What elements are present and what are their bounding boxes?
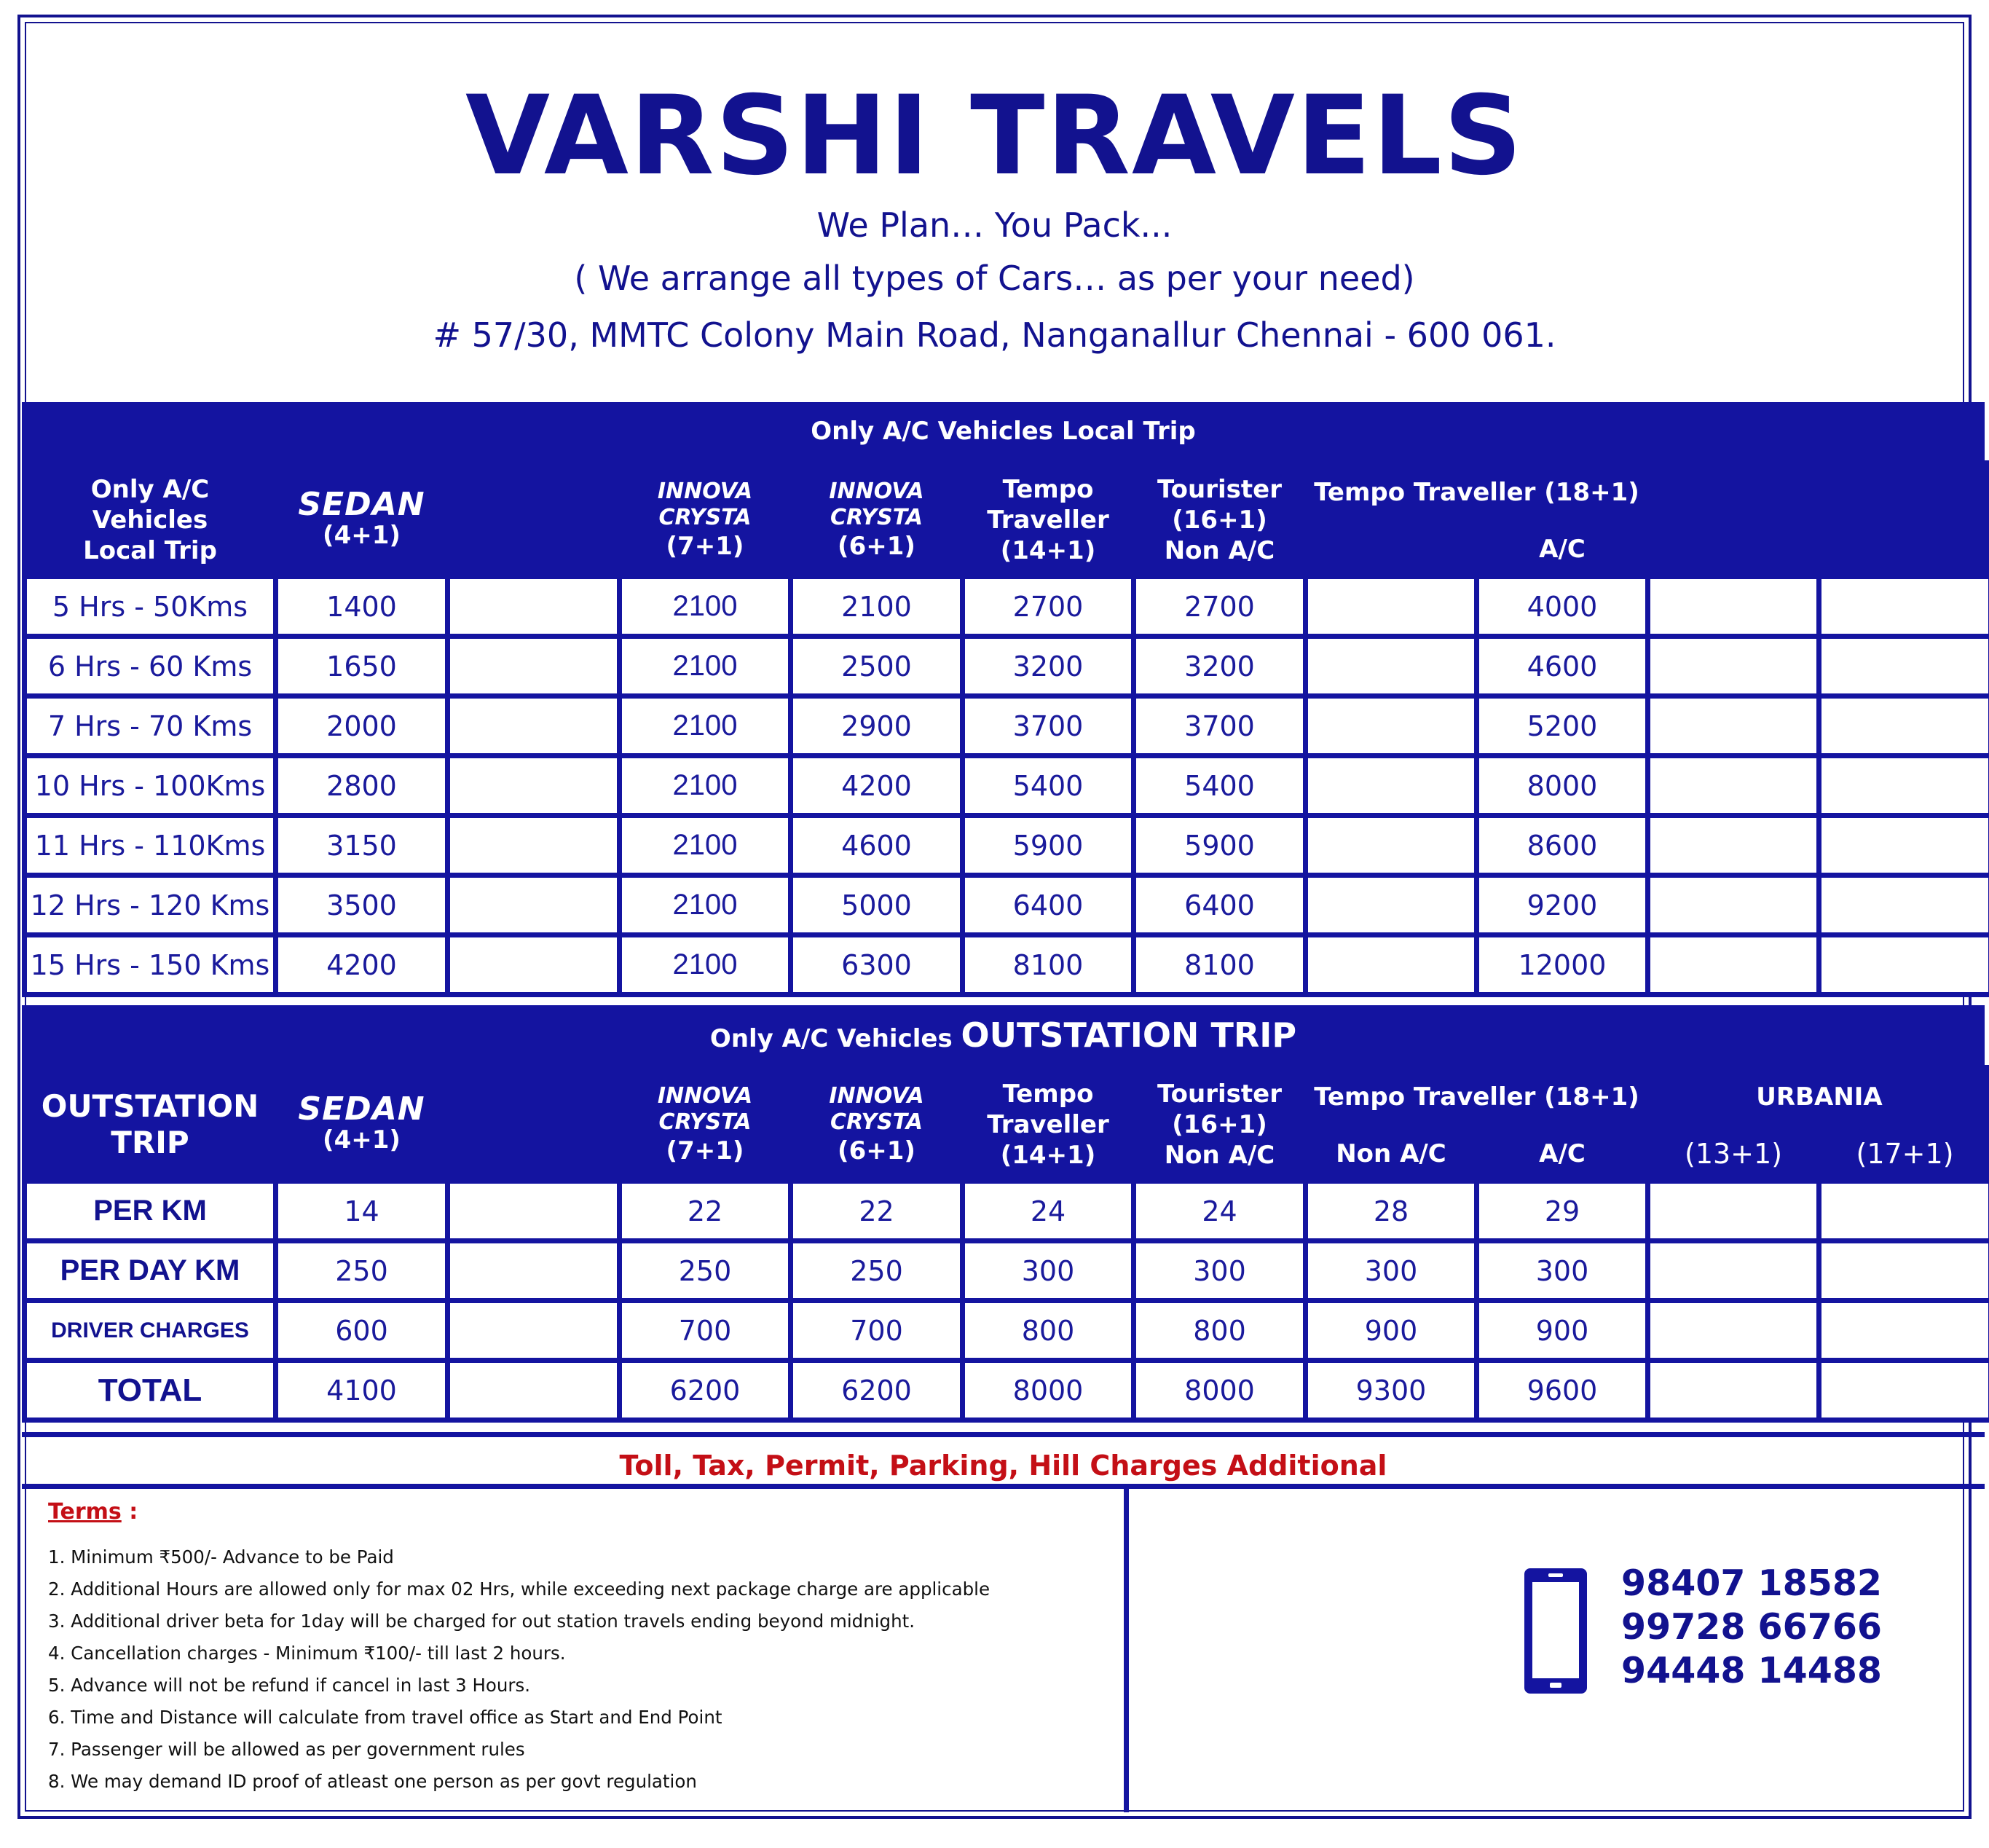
outstation-tourister-rate: 300 — [1134, 1241, 1306, 1301]
local-tt18-ac-price: 9200 — [1477, 876, 1648, 935]
local-header-tt18: Tempo Traveller (18+1) — [1306, 463, 1648, 522]
local-tourister-price: 3200 — [1134, 637, 1306, 696]
terms-title-colon: : — [121, 1499, 138, 1525]
local-innova-7-price: 2100 — [620, 696, 791, 756]
local-tourister-price: 6400 — [1134, 876, 1306, 935]
local-innova-7-price: 2100 — [620, 935, 791, 995]
local-empty-cell — [448, 577, 620, 637]
terms-section — [22, 1489, 1129, 1812]
outstation-tempo-rate: 800 — [963, 1301, 1134, 1361]
outstation-header-urbania: URBANIA — [1648, 1068, 1989, 1126]
local-header-innova-7 — [620, 463, 791, 577]
innova-6-name-1: INNOVA — [829, 1082, 924, 1109]
local-trip-table — [22, 460, 1989, 997]
local-empty-cell — [448, 756, 620, 816]
outstation-innova-7-rate: 6200 — [620, 1361, 791, 1420]
local-tt18-nonac-empty — [1306, 876, 1477, 935]
outstation-tempo-rate: 24 — [963, 1181, 1134, 1241]
outstation-urbania-17-empty — [1819, 1361, 1989, 1420]
outstation-innova-7-rate: 250 — [620, 1241, 791, 1301]
outstation-header-tempo — [963, 1068, 1134, 1181]
sedan-seats: (4+1) — [323, 1125, 401, 1155]
local-tourister-price: 5900 — [1134, 816, 1306, 876]
sedan-seats: (4+1) — [323, 520, 401, 550]
outstation-urbania-13-empty — [1648, 1181, 1819, 1241]
local-row-label: 15 Hrs - 150 Kms — [25, 935, 276, 995]
local-row-label: 11 Hrs - 110Kms — [25, 816, 276, 876]
local-empty-cell — [1648, 935, 1819, 995]
phone-number-1[interactable]: 98407 18582 — [1621, 1562, 1883, 1604]
outstation-tempo-rate: 8000 — [963, 1361, 1134, 1420]
innova-7-name-1: INNOVA — [657, 1082, 753, 1109]
terms-item: 7. Passenger will be allowed as per government rules — [48, 1739, 525, 1760]
local-innova-6-price: 2500 — [791, 637, 963, 696]
outstation-row-label: PER KM — [25, 1181, 276, 1241]
outstation-row — [25, 1301, 1989, 1361]
local-empty-cell — [1819, 637, 1989, 696]
outstation-header-tt18: Tempo Traveller (18+1) — [1306, 1068, 1648, 1126]
mobile-phone-icon — [1522, 1566, 1589, 1696]
local-tempo-price: 6400 — [963, 876, 1134, 935]
tempo-line-3: (14+1) — [1000, 535, 1096, 565]
innova-7-seats: (7+1) — [666, 531, 744, 561]
subline: ( We arrange all types of Cars… as per your need) — [574, 259, 1415, 298]
local-tt18-ac-price: 12000 — [1477, 935, 1648, 995]
outstation-row-label: TOTAL — [25, 1361, 276, 1420]
outstation-tt18-ac-rate: 29 — [1477, 1181, 1648, 1241]
local-tt18-ac-price: 4000 — [1477, 577, 1648, 637]
local-sedan-price: 3500 — [276, 876, 448, 935]
terms-item: 5. Advance will not be refund if cancel in last 3 Hours. — [48, 1675, 531, 1696]
local-innova-7-price: 2100 — [620, 876, 791, 935]
tourister-line-3: Non A/C — [1164, 1140, 1275, 1170]
local-tempo-price: 3700 — [963, 696, 1134, 756]
tourister-line-1: Tourister — [1157, 474, 1282, 504]
local-tourister-price: 2700 — [1134, 577, 1306, 637]
phone-number-3[interactable]: 94448 14488 — [1621, 1650, 1883, 1691]
local-innova-7-price: 2100 — [620, 577, 791, 637]
local-innova-6-price: 5000 — [791, 876, 963, 935]
local-innova-7-price: 2100 — [620, 756, 791, 816]
outstation-tt18-ac-rate: 300 — [1477, 1241, 1648, 1301]
outstation-tt18-nonac-rate: 300 — [1306, 1241, 1477, 1301]
phone-number-2[interactable]: 99728 66766 — [1621, 1606, 1883, 1648]
outstation-trip-table — [22, 1065, 1989, 1423]
terms-item: 2. Additional Hours are allowed only for max 02 Hrs, while exceeding next package charge are applicable — [48, 1578, 990, 1600]
outstation-header-innova-7 — [620, 1068, 791, 1181]
local-empty-cell — [448, 696, 620, 756]
innova-7-name-2: CRYSTA — [658, 1109, 752, 1135]
local-empty-cell — [1648, 696, 1819, 756]
outstation-sedan-rate: 250 — [276, 1241, 448, 1301]
local-row-label: 6 Hrs - 60 Kms — [25, 637, 276, 696]
outstation-empty-cell — [448, 1181, 620, 1241]
outstation-urbania-13-empty — [1648, 1241, 1819, 1301]
terms-item: 1. Minimum ₹500/- Advance to be Paid — [48, 1546, 394, 1568]
local-header-sedan — [276, 463, 448, 577]
local-trip-band: Only A/C Vehicles Local Trip — [22, 402, 1985, 460]
local-row-label: 12 Hrs - 120 Kms — [25, 876, 276, 935]
outstation-innova-6-rate: 700 — [791, 1301, 963, 1361]
local-row — [25, 756, 1989, 816]
local-corner-header — [25, 463, 276, 577]
tempo-line-2: Traveller — [987, 505, 1109, 535]
local-row — [25, 816, 1989, 876]
outstation-tt18-ac-rate: 9600 — [1477, 1361, 1648, 1420]
local-row-label: 10 Hrs - 100Kms — [25, 756, 276, 816]
outstation-innova-6-rate: 250 — [791, 1241, 963, 1301]
local-sedan-price: 2000 — [276, 696, 448, 756]
phone-numbers — [1621, 1562, 1913, 1693]
tempo-line-2: Traveller — [987, 1109, 1109, 1139]
outstation-empty-cell — [448, 1301, 620, 1361]
local-sedan-price: 3150 — [276, 816, 448, 876]
local-tempo-price: 2700 — [963, 577, 1134, 637]
innova-6-seats: (6+1) — [838, 531, 915, 561]
terms-title — [48, 1499, 138, 1525]
outstation-corner-header — [25, 1068, 276, 1181]
local-sedan-price: 4200 — [276, 935, 448, 995]
local-empty-cell — [1648, 816, 1819, 876]
outstation-urbania-13-empty — [1648, 1361, 1819, 1420]
outstation-sedan-rate: 4100 — [276, 1361, 448, 1420]
outstation-tempo-rate: 300 — [963, 1241, 1134, 1301]
terms-item: 4. Cancellation charges - Minimum ₹100/- till last 2 hours. — [48, 1643, 566, 1664]
local-row-label: 7 Hrs - 70 Kms — [25, 696, 276, 756]
local-innova-6-price: 4200 — [791, 756, 963, 816]
local-empty-cell — [448, 876, 620, 935]
local-empty-cell — [448, 637, 620, 696]
innova-7-name-2: CRYSTA — [658, 504, 752, 530]
outstation-tourister-rate: 24 — [1134, 1181, 1306, 1241]
outstation-empty-cell — [448, 1361, 620, 1420]
tempo-line-1: Tempo — [1002, 1079, 1094, 1109]
outstation-header-tt18-ac: A/C — [1477, 1126, 1648, 1181]
local-innova-6-price: 2100 — [791, 577, 963, 637]
local-empty-cell — [448, 816, 620, 876]
address: # 57/30, MMTC Colony Main Road, Nanganallur Chennai - 600 061. — [433, 315, 1556, 355]
outstation-trip-band — [22, 1005, 1985, 1065]
local-row — [25, 876, 1989, 935]
local-sedan-price: 1650 — [276, 637, 448, 696]
outstation-tt18-nonac-rate: 9300 — [1306, 1361, 1477, 1420]
tourister-line-3: Non A/C — [1164, 535, 1275, 565]
outstation-urbania-17-empty — [1819, 1241, 1989, 1301]
sedan-name: SEDAN — [298, 1090, 425, 1128]
outstation-urbania-17-empty — [1819, 1301, 1989, 1361]
local-tt18-nonac-empty — [1306, 756, 1477, 816]
local-innova-7-price: 2100 — [620, 816, 791, 876]
local-tempo-price: 8100 — [963, 935, 1134, 995]
local-row — [25, 696, 1989, 756]
outstation-sedan-rate: 14 — [276, 1181, 448, 1241]
local-empty-cell — [1648, 637, 1819, 696]
outstation-band-title: OUTSTATION TRIP — [961, 1015, 1297, 1055]
local-tempo-price: 3200 — [963, 637, 1134, 696]
outstation-innova-6-rate: 6200 — [791, 1361, 963, 1420]
outstation-header-tt18-nonac: Non A/C — [1306, 1126, 1477, 1181]
outstation-header-sedan — [276, 1068, 448, 1181]
outstation-empty-cell — [448, 1241, 620, 1301]
local-tourister-price: 8100 — [1134, 935, 1306, 995]
terms-list — [48, 1541, 990, 1798]
tourister-line-2: (16+1) — [1172, 1109, 1267, 1139]
outstation-urbania-17-empty — [1819, 1181, 1989, 1241]
outstation-header-innova-6 — [791, 1068, 963, 1181]
additional-charges-note: Toll, Tax, Permit, Parking, Hill Charges Additional — [22, 1432, 1985, 1489]
local-innova-6-price: 4600 — [791, 816, 963, 876]
innova-6-name-2: CRYSTA — [830, 504, 923, 530]
local-innova-7-price: 2100 — [620, 637, 791, 696]
local-header-tt18-ac: A/C — [1477, 522, 1648, 577]
local-empty-cell — [448, 935, 620, 995]
local-tt18-ac-price: 4600 — [1477, 637, 1648, 696]
terms-item: 6. Time and Distance will calculate from travel office as Start and End Point — [48, 1707, 722, 1728]
outstation-row — [25, 1181, 1989, 1241]
terms-title-text: Terms — [48, 1499, 122, 1525]
local-tt18-nonac-empty — [1306, 935, 1477, 995]
terms-item: 3. Additional driver beta for 1day will be charged for out station travels ending beyond midnight. — [48, 1611, 915, 1632]
innova-6-seats: (6+1) — [838, 1136, 915, 1165]
local-empty-cell — [1819, 756, 1989, 816]
local-header-empty-3 — [1648, 522, 1819, 577]
local-tempo-price: 5400 — [963, 756, 1134, 816]
outstation-tt18-nonac-rate: 28 — [1306, 1181, 1477, 1241]
outstation-row-label: DRIVER CHARGES — [25, 1301, 276, 1361]
outstation-row — [25, 1241, 1989, 1301]
local-header-tt18-nonac-empty — [1306, 522, 1477, 577]
local-empty-cell — [1648, 756, 1819, 816]
outstation-tourister-rate: 800 — [1134, 1301, 1306, 1361]
outstation-urbania-13-empty — [1648, 1301, 1819, 1361]
local-empty-cell — [1819, 696, 1989, 756]
local-row — [25, 637, 1989, 696]
local-tt18-nonac-empty — [1306, 577, 1477, 637]
innova-6-name-1: INNOVA — [829, 478, 924, 504]
outstation-corner-line-2: TRIP — [111, 1124, 189, 1160]
outstation-header-urbania-13: (13+1) — [1648, 1126, 1819, 1181]
tempo-line-3: (14+1) — [1000, 1140, 1096, 1170]
innova-6-name-2: CRYSTA — [830, 1109, 923, 1135]
brand-title: VARSHI TRAVELS — [465, 73, 1524, 200]
local-empty-cell — [1819, 816, 1989, 876]
outstation-header-empty-1 — [448, 1068, 620, 1181]
outstation-tourister-rate: 8000 — [1134, 1361, 1306, 1420]
local-tt18-nonac-empty — [1306, 816, 1477, 876]
outstation-header-urbania-17: (17+1) — [1819, 1126, 1989, 1181]
outstation-innova-7-rate: 700 — [620, 1301, 791, 1361]
local-tourister-price: 3700 — [1134, 696, 1306, 756]
local-tt18-ac-price: 8000 — [1477, 756, 1648, 816]
local-tt18-ac-price: 8600 — [1477, 816, 1648, 876]
local-tt18-nonac-empty — [1306, 637, 1477, 696]
local-corner-label: Only A/C Vehicles Local Trip — [83, 474, 217, 565]
local-sedan-price: 2800 — [276, 756, 448, 816]
sedan-name: SEDAN — [298, 485, 425, 523]
outstation-tt18-nonac-rate: 900 — [1306, 1301, 1477, 1361]
local-sedan-price: 1400 — [276, 577, 448, 637]
innova-7-seats: (7+1) — [666, 1136, 744, 1165]
local-row — [25, 935, 1989, 995]
tourister-line-1: Tourister — [1157, 1079, 1282, 1109]
local-innova-6-price: 2900 — [791, 696, 963, 756]
tagline: We Plan… You Pack... — [816, 205, 1173, 245]
tourister-line-2: (16+1) — [1172, 505, 1267, 535]
outstation-innova-7-rate: 22 — [620, 1181, 791, 1241]
outstation-innova-6-rate: 22 — [791, 1181, 963, 1241]
local-header-empty-1 — [448, 463, 620, 577]
local-innova-6-price: 6300 — [791, 935, 963, 995]
local-row — [25, 577, 1989, 637]
local-tt18-ac-price: 5200 — [1477, 696, 1648, 756]
local-tourister-price: 5400 — [1134, 756, 1306, 816]
local-header-empty-2 — [1648, 463, 1989, 522]
local-row-label: 5 Hrs - 50Kms — [25, 577, 276, 637]
innova-7-name-1: INNOVA — [657, 478, 753, 504]
local-empty-cell — [1648, 577, 1819, 637]
local-empty-cell — [1648, 876, 1819, 935]
local-empty-cell — [1819, 935, 1989, 995]
outstation-sedan-rate: 600 — [276, 1301, 448, 1361]
outstation-corner-line-1: OUTSTATION — [41, 1088, 259, 1124]
outstation-header-tourister — [1134, 1068, 1306, 1181]
local-header-tourister — [1134, 463, 1306, 577]
outstation-band-prefix: Only A/C Vehicles — [709, 1024, 961, 1053]
local-header-innova-6 — [791, 463, 963, 577]
local-header-tempo — [963, 463, 1134, 577]
local-empty-cell — [1819, 876, 1989, 935]
terms-item: 8. We may demand ID proof of atleast one person as per govt regulation — [48, 1771, 697, 1792]
local-empty-cell — [1819, 577, 1989, 637]
outstation-tt18-ac-rate: 900 — [1477, 1301, 1648, 1361]
local-tt18-nonac-empty — [1306, 696, 1477, 756]
outstation-row-label: PER DAY KM — [25, 1241, 276, 1301]
local-header-empty-4 — [1819, 522, 1989, 577]
outstation-row — [25, 1361, 1989, 1420]
tempo-line-1: Tempo — [1002, 474, 1094, 504]
local-tempo-price: 5900 — [963, 816, 1134, 876]
